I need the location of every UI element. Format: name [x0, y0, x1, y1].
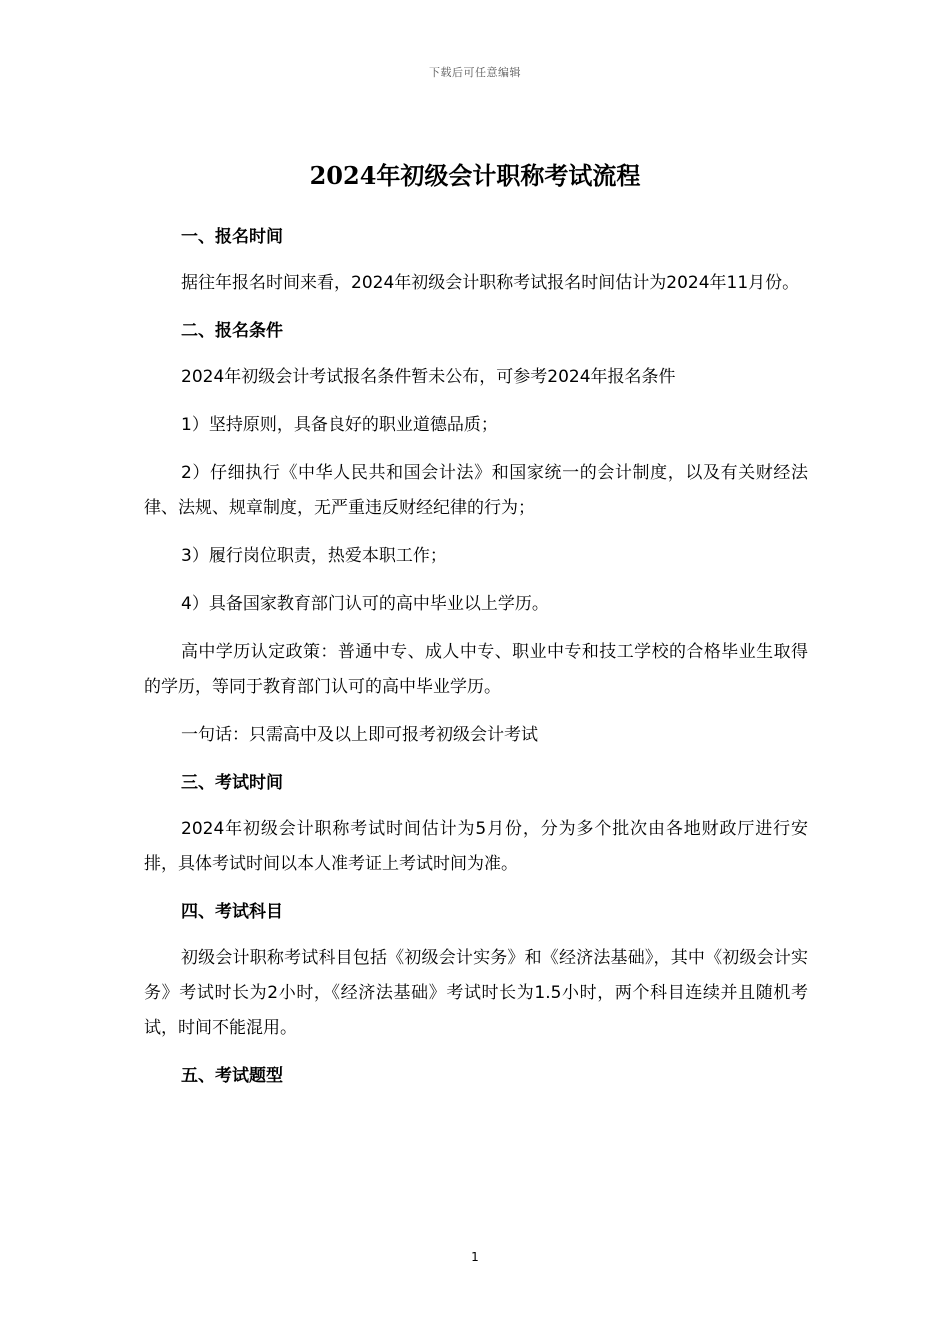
document-title: 2024年初级会计职称考试流程: [309, 161, 641, 190]
page-number: 1: [471, 1250, 479, 1264]
list-item-condition-4: 4）具备国家教育部门认可的高中毕业以上学历。: [181, 594, 549, 614]
page-header: 下载后可任意编辑: [429, 66, 521, 79]
section-heading-registration-time: 一、报名时间: [181, 227, 283, 247]
list-item-condition-1: 1）坚持原则，具备良好的职业道德品质；: [181, 415, 498, 435]
paragraph-education-policy: 高中学历认定政策：普通中专、成人中专、职业中专和技工学校的合格毕业生取得的学历，等同于教育部门认可的高中毕业学历。: [144, 642, 808, 697]
list-item-condition-2: 2）仔细执行《中华人民共和国会计法》和国家统一的会计制度，以及有关财经法律、法规、规章制度，无严重违反财经纪律的行为；: [144, 463, 808, 518]
section-heading-exam-time: 三、考试时间: [181, 773, 283, 793]
document-body: [144, 220, 808, 1105]
section-heading-exam-subjects: 四、考试科目: [181, 902, 283, 922]
paragraph-exam-time: 2024年初级会计职称考试时间估计为5月份，分为多个批次由各地财政厅进行安排，具体考试时间以本人准考证上考试时间为准。: [144, 819, 808, 874]
paragraph-exam-subjects: 初级会计职称考试科目包括《初级会计实务》和《经济法基础》，其中《初级会计实务》考试时长为2小时，《经济法基础》考试时长为1.5小时，两个科目连续并且随机考试，时间不能混用。: [144, 948, 808, 1038]
paragraph-summary: 一句话：只需高中及以上即可报考初级会计考试: [181, 725, 538, 745]
paragraph-registration-time: 据往年报名时间来看，2024年初级会计职称考试报名时间估计为2024年11月份。: [181, 273, 800, 293]
section-heading-registration-conditions: 二、报名条件: [181, 321, 283, 341]
section-heading-question-types: 五、考试题型: [181, 1066, 283, 1086]
paragraph-conditions-intro: 2024年初级会计考试报名条件暂未公布，可参考2024年报名条件: [181, 367, 676, 387]
list-item-condition-3: 3）履行岗位职责，热爱本职工作；: [181, 546, 447, 566]
